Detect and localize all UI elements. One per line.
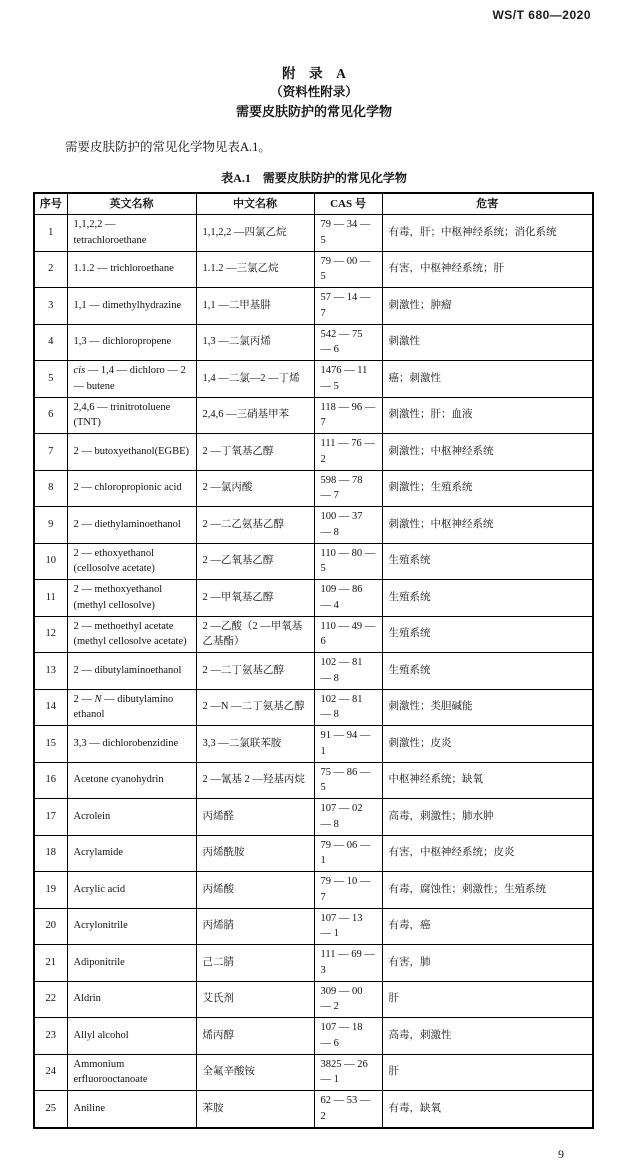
cell-hazard: 有毒，肝；中枢神经系统；消化系统 <box>382 215 593 252</box>
cell-chinese-name: 1,1,2,2 —四氯乙烷 <box>196 215 314 252</box>
cell-hazard: 刺激性；生殖系统 <box>382 470 593 507</box>
cell-chinese-name: 丙烯醛 <box>196 799 314 836</box>
cell-cas-number: 118 — 96 — 7 <box>314 397 382 434</box>
cell-hazard: 有害，肺 <box>382 945 593 982</box>
cell-serial-number: 8 <box>34 470 67 507</box>
cell-cas-number: 598 — 78 — 7 <box>314 470 382 507</box>
cell-chinese-name: 1.1.2 —三氯乙烷 <box>196 251 314 288</box>
cell-hazard: 中枢神经系统；缺氧 <box>382 762 593 799</box>
cell-serial-number: 5 <box>34 361 67 398</box>
cell-hazard: 肝 <box>382 1054 593 1091</box>
cell-chinese-name: 2,4,6 —三硝基甲苯 <box>196 397 314 434</box>
cell-chinese-name: 2 —乙酸（2 —甲氧基乙基酯） <box>196 616 314 653</box>
cell-hazard: 生殖系统 <box>382 543 593 580</box>
cell-serial-number: 13 <box>34 653 67 690</box>
table-row <box>34 762 593 799</box>
table-row <box>34 470 593 507</box>
table-row <box>34 689 593 726</box>
cell-cas-number: 109 — 86 — 4 <box>314 580 382 617</box>
appendix-chapter-title: 需要皮肤防护的常见化学物 <box>235 104 392 119</box>
cell-cas-number: 75 — 86 — 5 <box>314 762 382 799</box>
cell-hazard: 高毒，刺激性 <box>382 1018 593 1055</box>
cell-english-name: Acetone cyanohydrin <box>67 762 196 799</box>
cell-cas-number: 309 — 00 — 2 <box>314 981 382 1018</box>
column-header-cas: CAS 号 <box>314 193 382 215</box>
appendix-subheading: （资料性附录） <box>270 85 358 99</box>
cell-serial-number: 11 <box>34 580 67 617</box>
cell-cas-number: 107 — 18 — 6 <box>314 1018 382 1055</box>
cell-english-name: 1,3 — dichloropropene <box>67 324 196 361</box>
cell-serial-number: 7 <box>34 434 67 471</box>
cell-chinese-name: 2 —氯丙酸 <box>196 470 314 507</box>
cell-cas-number: 91 — 94 — 1 <box>314 726 382 763</box>
cell-cas-number: 79 — 34 — 5 <box>314 215 382 252</box>
table-row <box>34 835 593 872</box>
table-header-row <box>34 193 593 215</box>
cell-chinese-name: 丙烯腈 <box>196 908 314 945</box>
standard-code-header: WS/T 680—2020 <box>492 8 591 22</box>
cell-cas-number: 62 — 53 — 2 <box>314 1091 382 1128</box>
cell-serial-number: 18 <box>34 835 67 872</box>
cell-serial-number: 25 <box>34 1091 67 1128</box>
column-header-chinese: 中文名称 <box>196 193 314 215</box>
cell-hazard: 有毒，癌 <box>382 908 593 945</box>
cell-serial-number: 9 <box>34 507 67 544</box>
cell-hazard: 肝 <box>382 981 593 1018</box>
cell-serial-number: 22 <box>34 981 67 1018</box>
cell-english-name: 1,1 — dimethylhydrazine <box>67 288 196 325</box>
cell-chinese-name: 2 —丁氧基乙醇 <box>196 434 314 471</box>
cell-cas-number: 79 — 00 — 5 <box>314 251 382 288</box>
cell-cas-number: 100 — 37 — 8 <box>314 507 382 544</box>
cell-serial-number: 6 <box>34 397 67 434</box>
cell-serial-number: 10 <box>34 543 67 580</box>
cell-hazard: 刺激性；类胆碱能 <box>382 689 593 726</box>
table-body <box>34 215 593 1128</box>
cell-english-name: Aniline <box>67 1091 196 1128</box>
table-row <box>34 908 593 945</box>
cell-serial-number: 2 <box>34 251 67 288</box>
cell-serial-number: 12 <box>34 616 67 653</box>
column-header-hazard: 危害 <box>382 193 593 215</box>
table-row <box>34 397 593 434</box>
table-row <box>34 653 593 690</box>
cell-cas-number: 79 — 10 — 7 <box>314 872 382 909</box>
table-row <box>34 361 593 398</box>
table-row <box>34 726 593 763</box>
cell-english-name: Aldrin <box>67 981 196 1018</box>
cell-english-name: Acrolein <box>67 799 196 836</box>
cell-serial-number: 3 <box>34 288 67 325</box>
appendix-heading: 附 录 A <box>282 66 346 81</box>
cell-serial-number: 1 <box>34 215 67 252</box>
cell-hazard: 生殖系统 <box>382 616 593 653</box>
cell-hazard: 刺激性 <box>382 324 593 361</box>
cell-chinese-name: 烯丙醇 <box>196 1018 314 1055</box>
cell-cas-number: 110 — 49 — 6 <box>314 616 382 653</box>
cell-chinese-name: 2 —二丁氨基乙醇 <box>196 653 314 690</box>
cell-cas-number: 542 — 75 — 6 <box>314 324 382 361</box>
cell-hazard: 刺激性；皮炎 <box>382 726 593 763</box>
cell-serial-number: 4 <box>34 324 67 361</box>
cell-english-name: 3,3 — dichlorobenzidine <box>67 726 196 763</box>
cell-chinese-name: 1,3 —二氯丙烯 <box>196 324 314 361</box>
table-row <box>34 1018 593 1055</box>
cell-hazard: 有毒，腐蚀性；刺激性；生殖系统 <box>382 872 593 909</box>
cell-hazard: 有害，中枢神经系统；肝 <box>382 251 593 288</box>
cell-cas-number: 107 — 02 — 8 <box>314 799 382 836</box>
cell-serial-number: 15 <box>34 726 67 763</box>
cell-hazard: 高毒，刺激性；肺水肿 <box>382 799 593 836</box>
cell-english-name: 2 — methoethyl acetate (methyl cellosolve acetate) <box>67 616 196 653</box>
cell-english-name: 2 — diethylaminoethanol <box>67 507 196 544</box>
table-row <box>34 251 593 288</box>
cell-cas-number: 79 — 06 — 1 <box>314 835 382 872</box>
cell-english-name: Acrylic acid <box>67 872 196 909</box>
cell-english-name: Acrylamide <box>67 835 196 872</box>
cell-chinese-name: 2 —N —二丁氨基乙醇 <box>196 689 314 726</box>
intro-paragraph: 需要皮肤防护的常见化学物见表A.1。 <box>65 140 271 154</box>
cell-cas-number: 111 — 76 — 2 <box>314 434 382 471</box>
cell-english-name: 2,4,6 — trinitrotoluene (TNT) <box>67 397 196 434</box>
table-row <box>34 580 593 617</box>
cell-serial-number: 16 <box>34 762 67 799</box>
table-row <box>34 945 593 982</box>
cell-hazard: 有害，中枢神经系统；皮炎 <box>382 835 593 872</box>
table-row <box>34 1054 593 1091</box>
cell-cas-number: 111 — 69 — 3 <box>314 945 382 982</box>
cell-chinese-name: 2 —乙氧基乙醇 <box>196 543 314 580</box>
cell-english-name: cis — 1,4 — dichloro — 2 — butene <box>67 361 196 398</box>
cell-hazard: 癌；刺激性 <box>382 361 593 398</box>
cell-cas-number: 102 — 81 — 8 <box>314 689 382 726</box>
table-row <box>34 434 593 471</box>
cell-serial-number: 17 <box>34 799 67 836</box>
cell-hazard: 刺激性；中枢神经系统 <box>382 507 593 544</box>
cell-english-name: Acrylonitrile <box>67 908 196 945</box>
cell-chinese-name: 苯胺 <box>196 1091 314 1128</box>
cell-serial-number: 20 <box>34 908 67 945</box>
cell-chinese-name: 2 —氰基 2 —羟基丙烷 <box>196 762 314 799</box>
table-row <box>34 324 593 361</box>
cell-chinese-name: 全氟辛酸铵 <box>196 1054 314 1091</box>
cell-hazard: 生殖系统 <box>382 653 593 690</box>
cell-chinese-name: 艾氏剂 <box>196 981 314 1018</box>
table-row <box>34 288 593 325</box>
table-row <box>34 799 593 836</box>
table-row <box>34 616 593 653</box>
cell-cas-number: 57 — 14 — 7 <box>314 288 382 325</box>
chemicals-table <box>33 192 594 1129</box>
cell-serial-number: 19 <box>34 872 67 909</box>
cell-hazard: 刺激性；肿瘤 <box>382 288 593 325</box>
cell-chinese-name: 丙烯酸 <box>196 872 314 909</box>
cell-chinese-name: 丙烯酰胺 <box>196 835 314 872</box>
cell-english-name: 2 — chloropropionic acid <box>67 470 196 507</box>
cell-chinese-name: 3,3 —二氯联苯胺 <box>196 726 314 763</box>
cell-cas-number: 1476 — 11 — 5 <box>314 361 382 398</box>
cell-chinese-name: 己二腈 <box>196 945 314 982</box>
table-caption: 表A.1 需要皮肤防护的常见化学物 <box>221 171 407 185</box>
cell-english-name: 2 — methoxyethanol (methyl cellosolve) <box>67 580 196 617</box>
table-row <box>34 872 593 909</box>
cell-english-name: 1.1.2 — trichloroethane <box>67 251 196 288</box>
cell-cas-number: 110 — 80 — 5 <box>314 543 382 580</box>
cell-serial-number: 21 <box>34 945 67 982</box>
cell-cas-number: 3825 — 26 — 1 <box>314 1054 382 1091</box>
cell-chinese-name: 2 —甲氧基乙醇 <box>196 580 314 617</box>
cell-english-name: 2 — N — dibutylamino ethanol <box>67 689 196 726</box>
cell-chinese-name: 1,1 —二甲基肼 <box>196 288 314 325</box>
cell-hazard: 生殖系统 <box>382 580 593 617</box>
cell-hazard: 有毒，缺氧 <box>382 1091 593 1128</box>
cell-cas-number: 107 — 13 — 1 <box>314 908 382 945</box>
cell-english-name: 2 — dibutylaminoethanol <box>67 653 196 690</box>
table-row <box>34 215 593 252</box>
table-row <box>34 507 593 544</box>
table-row <box>34 1091 593 1128</box>
column-header-english: 英文名称 <box>67 193 196 215</box>
cell-hazard: 刺激性；中枢神经系统 <box>382 434 593 471</box>
cell-english-name: Ammonium erfluorooctanoate <box>67 1054 196 1091</box>
cell-english-name: 2 — butoxyethanol(EGBE) <box>67 434 196 471</box>
table-row <box>34 981 593 1018</box>
cell-serial-number: 24 <box>34 1054 67 1091</box>
cell-english-name: 2 — ethoxyethanol (cellosolve acetate) <box>67 543 196 580</box>
table-header <box>34 193 593 215</box>
cell-chinese-name: 1,4 —二氯—2 —丁烯 <box>196 361 314 398</box>
column-header-no: 序号 <box>34 193 67 215</box>
page-number: 9 <box>558 1146 564 1161</box>
table-row <box>34 543 593 580</box>
cell-english-name: 1,1,2,2 — tetrachloroethane <box>67 215 196 252</box>
cell-cas-number: 102 — 81 — 8 <box>314 653 382 690</box>
cell-serial-number: 23 <box>34 1018 67 1055</box>
cell-hazard: 刺激性；肝；血液 <box>382 397 593 434</box>
cell-english-name: Adiponitrile <box>67 945 196 982</box>
cell-chinese-name: 2 —二乙氨基乙醇 <box>196 507 314 544</box>
cell-english-name: Allyl alcohol <box>67 1018 196 1055</box>
cell-serial-number: 14 <box>34 689 67 726</box>
